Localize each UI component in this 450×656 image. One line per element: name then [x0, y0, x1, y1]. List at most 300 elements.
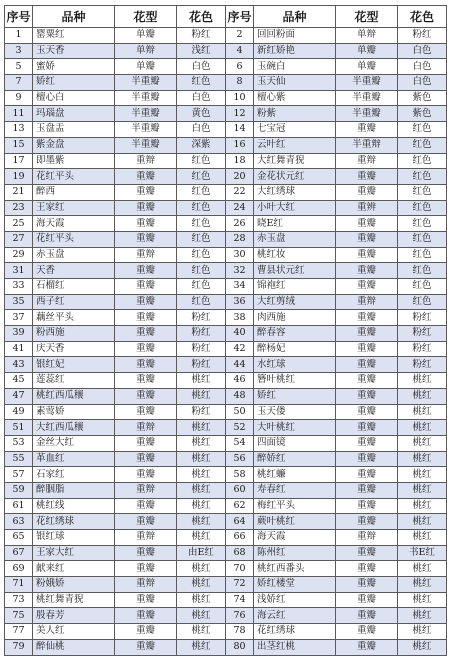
flower-type-cell: 重瓣	[336, 561, 398, 577]
flower-color-cell: 粉红	[177, 404, 226, 420]
variety-cell: 金丝大红	[33, 435, 115, 451]
flower-color-cell: 桃红	[177, 530, 226, 546]
table-row	[5, 231, 447, 247]
flower-type-cell: 重瓣	[115, 169, 177, 185]
variety-cell: 新红娇艳	[254, 43, 336, 59]
variety-cell: 藕丝平头	[33, 310, 115, 326]
flower-type-cell: 单瓣	[336, 59, 398, 75]
variety-cell: 醉娇红	[254, 451, 336, 467]
flower-type-cell: 重辨	[336, 200, 398, 216]
flower-type-cell: 重辩	[336, 153, 398, 169]
flower-type-cell: 重辩	[115, 420, 177, 436]
header-variety-right: 品种	[254, 6, 336, 28]
serial-cell: 5	[5, 59, 33, 75]
serial-cell: 9	[5, 90, 33, 106]
header-variety-left: 品种	[33, 6, 115, 28]
serial-cell: 72	[226, 577, 254, 593]
flower-type-cell: 重瓣	[336, 592, 398, 608]
flower-type-cell: 重瓣	[115, 373, 177, 389]
variety-cell: 大红西瓜穰	[33, 420, 115, 436]
variety-cell: 娇红	[33, 75, 115, 91]
flower-color-cell: 红色	[398, 279, 447, 295]
serial-cell: 79	[5, 639, 33, 655]
flower-type-cell: 重瓣	[336, 404, 398, 420]
flower-color-cell: 桃红	[398, 592, 447, 608]
serial-cell: 67	[5, 545, 33, 561]
flower-type-cell: 重瓣	[336, 122, 398, 138]
flower-color-cell: 桃红	[398, 530, 447, 546]
serial-cell: 7	[5, 75, 33, 91]
serial-cell: 64	[226, 514, 254, 530]
flower-type-cell: 重瓣	[336, 545, 398, 561]
serial-cell: 12	[226, 106, 254, 122]
flower-color-cell: 白色	[398, 75, 447, 91]
variety-cell: 水红球	[254, 357, 336, 373]
header-serial-right: 序号	[226, 6, 254, 28]
table-row	[5, 561, 447, 577]
flower-color-cell: 桃红	[177, 388, 226, 404]
flower-type-cell: 半重瓣	[115, 122, 177, 138]
variety-cell: 寿春红	[254, 482, 336, 498]
flower-type-cell: 重瓣	[115, 435, 177, 451]
flower-type-cell: 重瓣	[336, 169, 398, 185]
variety-cell: 海天霞	[254, 530, 336, 546]
flower-type-cell: 重瓣	[336, 498, 398, 514]
flower-type-cell: 重辩	[115, 482, 177, 498]
flower-color-cell: 浅红	[177, 43, 226, 59]
serial-cell: 24	[226, 200, 254, 216]
flower-color-cell: 红色	[398, 247, 447, 263]
variety-cell: 娇红楼堂	[254, 577, 336, 593]
serial-cell: 70	[226, 561, 254, 577]
flower-type-cell: 重瓣	[336, 577, 398, 593]
flower-type-cell: 重瓣	[115, 294, 177, 310]
table-row	[5, 624, 447, 640]
table-row	[5, 137, 447, 153]
serial-cell: 40	[226, 326, 254, 342]
serial-cell: 60	[226, 482, 254, 498]
variety-cell: 庆天香	[33, 341, 115, 357]
header-serial-left: 序号	[5, 6, 33, 28]
variety-cell: 晓E红	[254, 216, 336, 232]
header-flower-color-left: 花色	[177, 6, 226, 28]
serial-cell: 76	[226, 608, 254, 624]
serial-cell: 55	[5, 451, 33, 467]
table-row	[5, 545, 447, 561]
variety-cell: 檀心紫	[254, 90, 336, 106]
serial-cell: 56	[226, 451, 254, 467]
variety-cell: 粉西施	[33, 326, 115, 342]
flower-color-cell: 白色	[177, 122, 226, 138]
flower-color-cell: 粉红	[398, 326, 447, 342]
serial-cell: 69	[5, 561, 33, 577]
variety-cell: 云叶红	[254, 137, 336, 153]
variety-cell: 献来红	[33, 561, 115, 577]
flower-color-cell: 红色	[177, 279, 226, 295]
serial-cell: 3	[5, 43, 33, 59]
serial-cell: 39	[5, 326, 33, 342]
flower-color-cell: 由E红	[177, 545, 226, 561]
variety-cell: 梅红平头	[254, 498, 336, 514]
table-row	[5, 28, 447, 44]
flower-color-cell: 桃红	[398, 435, 447, 451]
header-flower-color-right: 花色	[398, 6, 447, 28]
flower-color-cell: 桃红	[177, 467, 226, 483]
flower-color-cell: 红色	[398, 122, 447, 138]
flower-type-cell: 重辩	[115, 247, 177, 263]
flower-color-cell: 桃红	[177, 373, 226, 389]
flower-color-cell: 红色	[398, 153, 447, 169]
flower-type-cell: 单辩	[336, 28, 398, 44]
table-row	[5, 388, 447, 404]
flower-color-cell: 深紫	[177, 137, 226, 153]
flower-type-cell: 重瓣	[336, 263, 398, 279]
variety-cell: 陈州红	[254, 545, 336, 561]
table-row	[5, 467, 447, 483]
flower-type-cell: 半重瓣	[336, 90, 398, 106]
flower-type-cell: 重瓣	[115, 388, 177, 404]
flower-color-cell: 红色	[177, 231, 226, 247]
flower-color-cell: 红色	[177, 75, 226, 91]
flower-color-cell: 桃红	[398, 608, 447, 624]
variety-cell: 醉杨妃	[254, 341, 336, 357]
flower-type-cell: 重瓣	[115, 341, 177, 357]
flower-type-cell: 重瓣	[115, 310, 177, 326]
flower-color-cell: 白色	[177, 59, 226, 75]
serial-cell: 16	[226, 137, 254, 153]
flower-color-cell: 粉红	[177, 357, 226, 373]
variety-cell: 檀心白	[33, 90, 115, 106]
table-row	[5, 247, 447, 263]
flower-color-cell: 桃红	[398, 373, 447, 389]
variety-cell: 大叶桃红	[254, 420, 336, 436]
flower-type-cell: 重瓣	[336, 216, 398, 232]
serial-cell: 71	[5, 577, 33, 593]
flower-color-cell: 桃红	[398, 624, 447, 640]
flower-type-cell: 重瓣	[336, 467, 398, 483]
serial-cell: 38	[226, 310, 254, 326]
variety-cell: 玉盘盂	[33, 122, 115, 138]
variety-cell: 出茎红桃	[254, 639, 336, 655]
flower-color-cell: 粉红	[177, 326, 226, 342]
flower-type-cell: 半重瓣	[115, 106, 177, 122]
serial-cell: 42	[226, 341, 254, 357]
serial-cell: 30	[226, 247, 254, 263]
variety-cell: 海云红	[254, 608, 336, 624]
serial-cell: 58	[226, 467, 254, 483]
flower-type-cell: 单瓣	[115, 59, 177, 75]
serial-cell: 63	[5, 514, 33, 530]
flower-type-cell: 重瓣	[336, 279, 398, 295]
flower-type-cell: 重辩	[115, 577, 177, 593]
variety-cell: 海天霞	[33, 216, 115, 232]
variety-cell: 大红绣球	[254, 184, 336, 200]
flower-color-cell: 桃红	[177, 420, 226, 436]
flower-color-cell: 桃红	[398, 514, 447, 530]
flower-type-cell: 重瓣	[336, 326, 398, 342]
flower-type-cell: 重瓣	[115, 451, 177, 467]
serial-cell: 26	[226, 216, 254, 232]
table-row	[5, 514, 447, 530]
flower-color-cell: 红色	[398, 137, 447, 153]
variety-cell: 粉娥娇	[33, 577, 115, 593]
variety-cell: 蕨叶桃红	[254, 514, 336, 530]
variety-cell: 赤玉盘	[33, 247, 115, 263]
flower-color-cell: 红色	[177, 200, 226, 216]
flower-type-cell: 重瓣	[336, 388, 398, 404]
serial-cell: 15	[5, 137, 33, 153]
flower-color-cell: 紫色	[398, 90, 447, 106]
variety-cell: 玉天仙	[254, 75, 336, 91]
header-flower-type-left: 花型	[115, 6, 177, 28]
variety-cell: 罂粟红	[33, 28, 115, 44]
flower-color-cell: 红色	[177, 153, 226, 169]
table-row	[5, 184, 447, 200]
flower-color-cell: 书E红	[398, 545, 447, 561]
table-row	[5, 435, 447, 451]
flower-type-cell: 重瓣	[336, 357, 398, 373]
variety-cell: 浅娇红	[254, 592, 336, 608]
serial-cell: 49	[5, 404, 33, 420]
flower-type-cell: 重瓣	[115, 624, 177, 640]
table-row	[5, 59, 447, 75]
flower-type-cell: 重瓣	[336, 608, 398, 624]
flower-color-cell: 红色	[177, 263, 226, 279]
flower-type-cell: 重辩	[336, 530, 398, 546]
flower-color-cell: 桃红	[177, 482, 226, 498]
variety-cell: 石榴红	[33, 279, 115, 295]
flower-type-cell: 半重瓣	[115, 90, 177, 106]
table-row	[5, 530, 447, 546]
serial-cell: 46	[226, 373, 254, 389]
serial-cell: 31	[5, 263, 33, 279]
variety-cell: 花红绣球	[33, 514, 115, 530]
table-row	[5, 482, 447, 498]
variety-cell: 肉西施	[254, 310, 336, 326]
variety-cell: 桃红妆	[254, 247, 336, 263]
variety-cell: 桃红线	[33, 498, 115, 514]
serial-cell: 78	[226, 624, 254, 640]
serial-cell: 62	[226, 498, 254, 514]
serial-cell: 19	[5, 169, 33, 185]
serial-cell: 44	[226, 357, 254, 373]
flower-color-cell: 粉红	[177, 310, 226, 326]
serial-cell: 4	[226, 43, 254, 59]
flower-color-cell: 桃红	[177, 561, 226, 577]
flower-color-cell: 桃红	[398, 577, 447, 593]
flower-type-cell: 重瓣	[115, 561, 177, 577]
variety-cell: 醉西	[33, 184, 115, 200]
flower-color-cell: 红色	[177, 184, 226, 200]
variety-cell: 金花状元红	[254, 169, 336, 185]
flower-type-cell: 重瓣	[336, 435, 398, 451]
serial-cell: 17	[5, 153, 33, 169]
flower-color-cell: 桃红	[177, 498, 226, 514]
flower-color-cell: 粉红	[398, 341, 447, 357]
variety-cell: 大红剪绒	[254, 294, 336, 310]
flower-color-cell: 红色	[398, 200, 447, 216]
variety-cell: 玉天香	[33, 43, 115, 59]
table-row	[5, 294, 447, 310]
serial-cell: 35	[5, 294, 33, 310]
flower-color-cell: 红色	[177, 294, 226, 310]
flower-color-cell: 红色	[398, 294, 447, 310]
serial-cell: 43	[5, 357, 33, 373]
table-row	[5, 90, 447, 106]
flower-color-cell: 桃红	[177, 592, 226, 608]
flower-type-cell: 重瓣	[336, 341, 398, 357]
variety-cell: 银红球	[33, 530, 115, 546]
flower-type-cell: 半重瓣	[115, 75, 177, 91]
variety-cell: 玉天偻	[254, 404, 336, 420]
serial-cell: 32	[226, 263, 254, 279]
flower-color-cell: 桃红	[177, 577, 226, 593]
serial-cell: 41	[5, 341, 33, 357]
flower-type-cell: 重瓣	[115, 184, 177, 200]
flower-color-cell: 桃红	[398, 404, 447, 420]
serial-cell: 29	[5, 247, 33, 263]
variety-cell: 娇红	[254, 388, 336, 404]
flower-type-cell: 重瓣	[336, 373, 398, 389]
serial-cell: 34	[226, 279, 254, 295]
flower-color-cell: 桃红	[398, 467, 447, 483]
flower-type-cell: 重瓣	[115, 404, 177, 420]
flower-type-cell: 重瓣	[115, 639, 177, 655]
variety-cell: 桃红西番头	[254, 561, 336, 577]
peony-variety-table	[4, 5, 447, 656]
flower-type-cell: 重瓣	[336, 482, 398, 498]
flower-color-cell: 红色	[177, 247, 226, 263]
flower-type-cell: 重辩	[336, 294, 398, 310]
flower-color-cell: 桃红	[398, 388, 447, 404]
flower-type-cell: 重瓣	[336, 184, 398, 200]
serial-cell: 28	[226, 231, 254, 247]
flower-type-cell: 重瓣	[336, 420, 398, 436]
table-row	[5, 326, 447, 342]
serial-cell: 36	[226, 294, 254, 310]
flower-type-cell: 重瓣	[336, 514, 398, 530]
flower-color-cell: 桃红	[177, 451, 226, 467]
serial-cell: 53	[5, 435, 33, 451]
variety-cell: 王家大红	[33, 545, 115, 561]
flower-color-cell: 红色	[398, 184, 447, 200]
flower-color-cell: 桃红	[398, 482, 447, 498]
variety-cell: 即墨紫	[33, 153, 115, 169]
flower-color-cell: 红色	[177, 216, 226, 232]
variety-cell: 紫金盘	[33, 137, 115, 153]
variety-cell: 美人红	[33, 624, 115, 640]
table-row	[5, 373, 447, 389]
serial-cell: 54	[226, 435, 254, 451]
variety-cell: 银红妃	[33, 357, 115, 373]
serial-cell: 20	[226, 169, 254, 185]
serial-cell: 37	[5, 310, 33, 326]
variety-cell: 大红舞青猊	[254, 153, 336, 169]
flower-color-cell: 红色	[177, 169, 226, 185]
flower-type-cell: 重瓣	[115, 326, 177, 342]
flower-type-cell: 重瓣	[115, 545, 177, 561]
flower-color-cell: 红色	[398, 169, 447, 185]
flower-type-cell: 重瓣	[115, 514, 177, 530]
flower-type-cell: 单瓣	[336, 43, 398, 59]
flower-type-cell: 半重瓣	[115, 137, 177, 153]
variety-cell: 醉春容	[254, 326, 336, 342]
flower-color-cell: 紫色	[398, 106, 447, 122]
variety-cell: 桃红蠊	[254, 467, 336, 483]
flower-type-cell: 重瓣	[115, 467, 177, 483]
variety-cell: 革血红	[33, 451, 115, 467]
serial-cell: 59	[5, 482, 33, 498]
serial-cell: 48	[226, 388, 254, 404]
serial-cell: 66	[226, 530, 254, 546]
serial-cell: 18	[226, 153, 254, 169]
serial-cell: 75	[5, 608, 33, 624]
serial-cell: 2	[226, 28, 254, 44]
flower-type-cell: 重瓣	[115, 231, 177, 247]
flower-color-cell: 粉红	[398, 28, 447, 44]
flower-color-cell: 红色	[398, 231, 447, 247]
flower-type-cell: 重瓣	[336, 451, 398, 467]
variety-cell: 醉仙桃	[33, 639, 115, 655]
flower-color-cell: 粉红	[177, 341, 226, 357]
flower-type-cell: 半重瓣	[336, 106, 398, 122]
flower-type-cell: 重瓣	[336, 247, 398, 263]
flower-type-cell: 半重辩	[336, 137, 398, 153]
flower-type-cell: 重辩	[115, 530, 177, 546]
peony-variety-sheet	[4, 5, 446, 653]
variety-cell: 回回粉面	[254, 28, 336, 44]
flower-color-cell: 桃红	[398, 420, 447, 436]
serial-cell: 74	[226, 592, 254, 608]
variety-cell: 玛瑙盘	[33, 106, 115, 122]
table-row	[5, 404, 447, 420]
flower-type-cell: 重瓣	[115, 592, 177, 608]
table-row	[5, 592, 447, 608]
flower-color-cell: 白色	[177, 90, 226, 106]
table-row	[5, 43, 447, 59]
flower-type-cell: 重瓣	[336, 639, 398, 655]
variety-cell: 四面镜	[254, 435, 336, 451]
variety-cell: 小叶大红	[254, 200, 336, 216]
flower-color-cell: 白色	[398, 43, 447, 59]
flower-color-cell: 桃红	[177, 608, 226, 624]
variety-cell: 天香	[33, 263, 115, 279]
variety-cell: 桃红西瓜穰	[33, 388, 115, 404]
flower-type-cell: 重瓣	[115, 357, 177, 373]
serial-cell: 13	[5, 122, 33, 138]
flower-color-cell: 桃红	[398, 498, 447, 514]
table-row	[5, 106, 447, 122]
table-row	[5, 608, 447, 624]
variety-cell: 莲蕊红	[33, 373, 115, 389]
flower-type-cell: 重瓣	[115, 200, 177, 216]
table-row	[5, 153, 447, 169]
variety-cell: 赤玉盘	[254, 231, 336, 247]
flower-color-cell: 桃红	[177, 514, 226, 530]
serial-cell: 47	[5, 388, 33, 404]
flower-color-cell: 桃红	[398, 561, 447, 577]
table-row	[5, 357, 447, 373]
variety-cell: 花红平头	[33, 169, 115, 185]
variety-cell: 粉紫	[254, 106, 336, 122]
variety-cell: 蜜娇	[33, 59, 115, 75]
flower-type-cell: 重瓣	[336, 310, 398, 326]
serial-cell: 77	[5, 624, 33, 640]
variety-cell: 西子红	[33, 294, 115, 310]
flower-color-cell: 白色	[398, 59, 447, 75]
flower-color-cell: 粉红	[398, 310, 447, 326]
variety-cell: 玉碗白	[254, 59, 336, 75]
